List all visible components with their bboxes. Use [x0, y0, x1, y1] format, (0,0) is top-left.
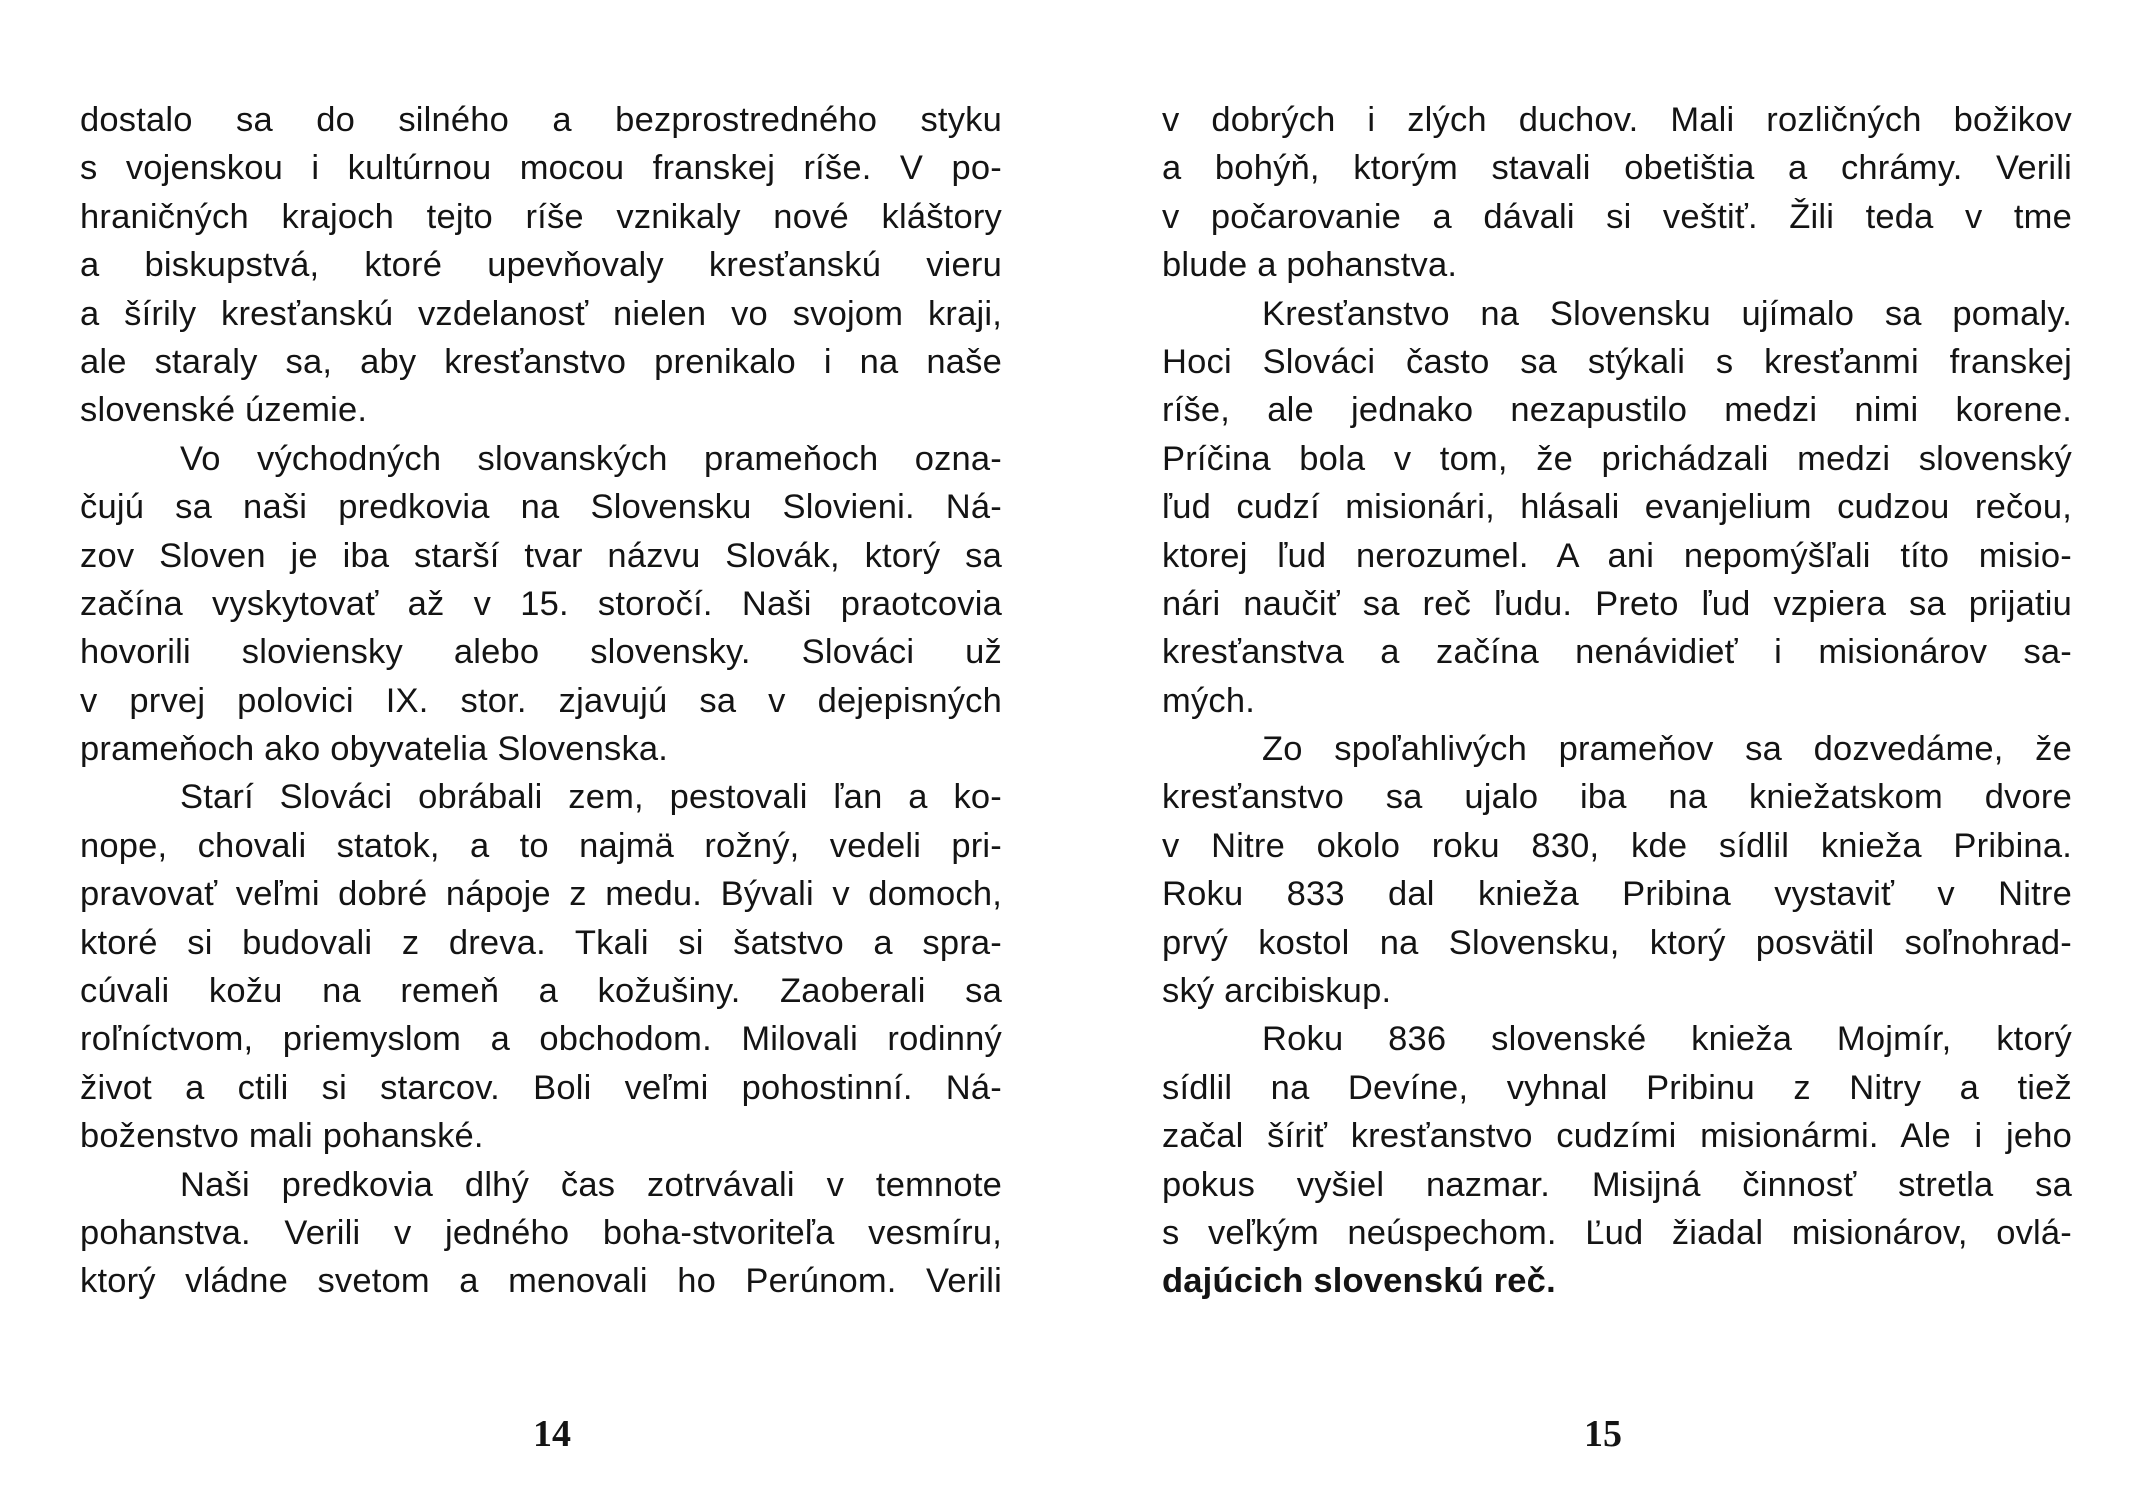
text-line: blude a pohanstva.: [1162, 246, 1458, 285]
text-line: nári naučiť sa reč ľudu. Preto ľud vzpiera sa prijatiu: [1162, 584, 2072, 623]
text-line: v dobrých i zlých duchov. Mali rozličných božikov: [1162, 101, 2072, 139]
text-line: slovenské územie.: [80, 391, 368, 430]
text-line: hovorili sloviensky alebo slovensky. Slováci už: [80, 633, 1002, 672]
text-line: ríše, ale jednako nezapustilo medzi nimi korene.: [1162, 391, 2072, 430]
text-line: Roku 836 slovenské knieža Mojmír, ktorý: [1262, 1020, 2072, 1059]
text-line: v počarovanie a dávali si veštiť. Žili teda v tme: [1162, 197, 2072, 236]
text-line: prameňoch ako obyvatelia Slovenska.: [80, 730, 669, 769]
text-line: sídlil na Devíne, vyhnal Pribinu z Nitry a tiež: [1162, 1068, 2072, 1107]
right-page-body: [1162, 96, 2072, 1306]
paragraph: [1162, 1015, 2072, 1305]
text-line: kresťanstvo sa ujalo iba na kniežatskom dvore: [1162, 778, 2072, 817]
text-line: prvý kostol na Slovensku, ktorý posvätil soľnohrad-: [1162, 923, 2072, 962]
text-line: s veľkým neúspechom. Ľud žiadal misionárov, ovlá-: [1162, 1213, 2072, 1252]
text-line: v prvej polovici IX. stor. zjavujú sa v dejepisných: [80, 681, 1002, 720]
text-line: Naši predkovia dlhý čas zotrvávali v temnote: [180, 1165, 1002, 1204]
paragraph: [80, 1161, 1002, 1306]
text-line: Vo východných slovanských prameňoch ozna-: [180, 439, 1002, 478]
text-line: boženstvo mali pohanské.: [80, 1117, 484, 1156]
text-line: hraničných krajoch tejto ríše vznikaly nové kláštory: [80, 197, 1002, 236]
text-line: mých.: [1162, 681, 1256, 720]
paragraph: [1162, 290, 2072, 726]
page-number-right: 15: [1584, 1413, 1622, 1455]
text-line: Hoci Slováci často sa stýkali s kresťanmi franskej: [1162, 342, 2072, 381]
paragraph: [80, 435, 1002, 774]
text-line: ktoré si budovali z dreva. Tkali si šatstvo a spra-: [80, 923, 1002, 962]
text-line: Kresťanstvo na Slovensku ujímalo sa pomaly.: [1262, 294, 2072, 333]
text-line: kresťanstva a začína nenávidieť i misionárov sa-: [1162, 633, 2072, 672]
text-line: a bohýň, ktorým stavali obetištia a chrámy. Verili: [1162, 149, 2072, 188]
text-line: zov Sloven je iba starší tvar názvu Slovák, ktorý sa: [80, 536, 1002, 575]
text-line: v Nitre okolo roku 830, kde sídlil knieža Pribina.: [1162, 826, 2072, 865]
paragraph: [80, 96, 1002, 435]
text-line: Roku 833 dal knieža Pribina vystaviť v Nitre: [1162, 875, 2072, 914]
paragraph: [1162, 725, 2072, 1015]
text-line: ľud cudzí misionári, hlásali evanjelium cudzou rečou,: [1162, 488, 2072, 527]
text-line: cúvali kožu na remeň a kožušiny. Zaoberali sa: [80, 972, 1002, 1011]
paragraph: [1162, 96, 2072, 290]
left-page-body: [80, 96, 1002, 1306]
text-line: ský arcibiskup.: [1162, 972, 1392, 1011]
text-line: ktorý vládne svetom a menovali ho Perúnom. Verili: [80, 1262, 1002, 1301]
text-line: s vojenskou i kultúrnou mocou franskej ríše. V po-: [80, 149, 1002, 188]
text-line: a šírily kresťanskú vzdelanosť nielen vo svojom kraji,: [80, 294, 1002, 333]
text-line: nope, chovali statok, a to najmä rožný, vedeli pri-: [80, 826, 1002, 865]
text-line: Starí Slováci obrábali zem, pestovali ľan a ko-: [180, 778, 1002, 817]
text-line: Zo spoľahlivých prameňov sa dozvedáme, že: [1262, 730, 2072, 769]
text-line: začal šíriť kresťanstvo cudzími misionármi. Ale i jeho: [1162, 1117, 2072, 1156]
text-line: a biskupstvá, ktoré upevňovaly kresťanskú vieru: [80, 246, 1002, 285]
text-line: pokus vyšiel nazmar. Misijná činnosť stretla sa: [1162, 1165, 2072, 1204]
text-line: pohanstva. Verili v jedného boha-stvoriteľa vesmíru,: [80, 1213, 1002, 1252]
paragraph: [80, 773, 1002, 1160]
text-line: začína vyskytovať až v 15. storočí. Naši praotcovia: [80, 584, 1002, 623]
text-line: roľníctvom, priemyslom a obchodom. Milovali rodinný: [80, 1020, 1002, 1059]
text-line: ale staraly sa, aby kresťanstvo prenikalo i na naše: [80, 342, 1002, 381]
text-line: dostalo sa do silného a bezprostredného styku: [80, 101, 1002, 139]
text-line: život a ctili si starcov. Boli veľmi pohostinní. Ná-: [80, 1068, 1002, 1107]
text-line: Príčina bola v tom, že prichádzali medzi slovenský: [1162, 439, 2072, 478]
page-number-left: 14: [533, 1413, 571, 1455]
text-line: pravovať veľmi dobré nápoje z medu. Bývali v domoch,: [80, 875, 1002, 914]
text-line: čujú sa naši predkovia na Slovensku Slovieni. Ná-: [80, 488, 1002, 527]
text-line: dajúcich slovenskú reč.: [1162, 1262, 1556, 1301]
text-line: ktorej ľud nerozumel. A ani nepomýšľali títo misio-: [1162, 536, 2072, 575]
